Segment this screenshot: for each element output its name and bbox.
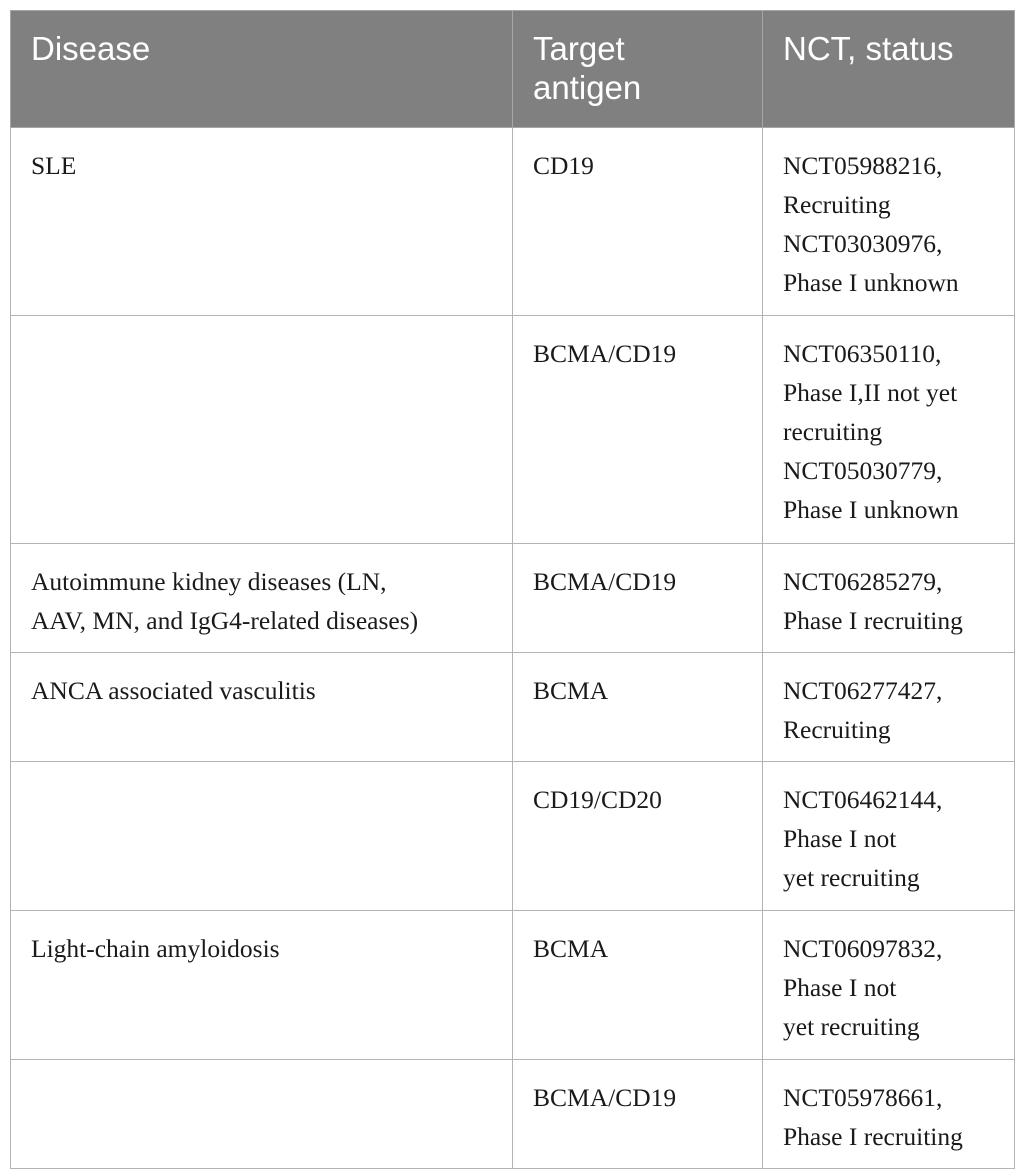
target-antigen-text: BCMA/CD19 [533, 567, 677, 596]
nct-status-cell [763, 316, 1015, 544]
nct-status-line: NCT05030779, [783, 456, 943, 485]
nct-status-line: Phase I recruiting [783, 1122, 963, 1151]
nct-status-line: NCT06462144, [783, 785, 943, 814]
nct-status-cell [763, 911, 1015, 1060]
header-target-label-line2: antigen [533, 69, 642, 106]
nct-status-line: Phase I not [783, 824, 897, 853]
nct-status-line: Phase I,II not yet [783, 378, 958, 407]
target-antigen-cell [513, 653, 763, 762]
nct-status-line: Phase I not [783, 973, 897, 1002]
nct-status-line: NCT06350110, [783, 339, 942, 368]
disease-cell [11, 1060, 513, 1169]
nct-status-line: NCT05978661, [783, 1083, 943, 1112]
target-antigen-text: CD19 [533, 151, 594, 180]
table-row [11, 762, 1015, 911]
nct-status-line: yet recruiting [783, 863, 920, 892]
nct-status-cell [763, 1060, 1015, 1169]
nct-status-line: NCT05988216, [783, 151, 943, 180]
target-antigen-cell [513, 544, 763, 653]
disease-cell [11, 316, 513, 544]
disease-text: ANCA associated vasculitis [31, 676, 316, 705]
disease-cell [11, 762, 513, 911]
disease-cell [11, 128, 513, 316]
target-antigen-cell [513, 1060, 763, 1169]
nct-status-line: Phase I recruiting [783, 606, 963, 635]
target-antigen-text: BCMA [533, 676, 609, 705]
nct-status-cell [763, 653, 1015, 762]
disease-cell [11, 544, 513, 653]
table-row [11, 316, 1015, 544]
nct-status-line: Recruiting [783, 715, 891, 744]
target-antigen-text: BCMA [533, 934, 609, 963]
table-row [11, 544, 1015, 653]
disease-text: Autoimmune kidney diseases (LN, [31, 567, 387, 596]
header-target-label-line1: Target [533, 30, 625, 67]
disease-cell [11, 653, 513, 762]
table-row [11, 653, 1015, 762]
table-row [11, 128, 1015, 316]
target-antigen-cell [513, 911, 763, 1060]
disease-text: SLE [31, 151, 77, 180]
header-nct-status [763, 11, 1015, 128]
nct-status-line: recruiting [783, 417, 883, 446]
target-antigen-cell [513, 762, 763, 911]
disease-cell [11, 911, 513, 1060]
nct-status-cell [763, 762, 1015, 911]
nct-status-line: yet recruiting [783, 1012, 920, 1041]
nct-status-line: NCT06277427, [783, 676, 943, 705]
header-disease [11, 11, 513, 128]
nct-status-line: Phase I unknown [783, 495, 959, 524]
nct-status-line: NCT06285279, [783, 567, 943, 596]
target-antigen-cell [513, 316, 763, 544]
disease-text: AAV, MN, and IgG4-related diseases) [31, 606, 419, 635]
target-antigen-text: BCMA/CD19 [533, 339, 677, 368]
nct-status-line: Phase I unknown [783, 268, 959, 297]
target-antigen-text: BCMA/CD19 [533, 1083, 677, 1112]
table-row [11, 1060, 1015, 1169]
table-row [11, 911, 1015, 1060]
nct-status-line: NCT06097832, [783, 934, 943, 963]
nct-status-cell [763, 128, 1015, 316]
header-nct-label: NCT, status [783, 30, 954, 67]
header-target-antigen [513, 11, 763, 128]
header-disease-label: Disease [31, 30, 151, 67]
nct-status-line: NCT03030976, [783, 229, 943, 258]
header-row [11, 11, 1015, 128]
target-antigen-cell [513, 128, 763, 316]
trials-table [10, 10, 1015, 1169]
disease-text: Light-chain amyloidosis [31, 934, 280, 963]
nct-status-line: Recruiting [783, 190, 891, 219]
target-antigen-text: CD19/CD20 [533, 785, 662, 814]
nct-status-cell [763, 544, 1015, 653]
